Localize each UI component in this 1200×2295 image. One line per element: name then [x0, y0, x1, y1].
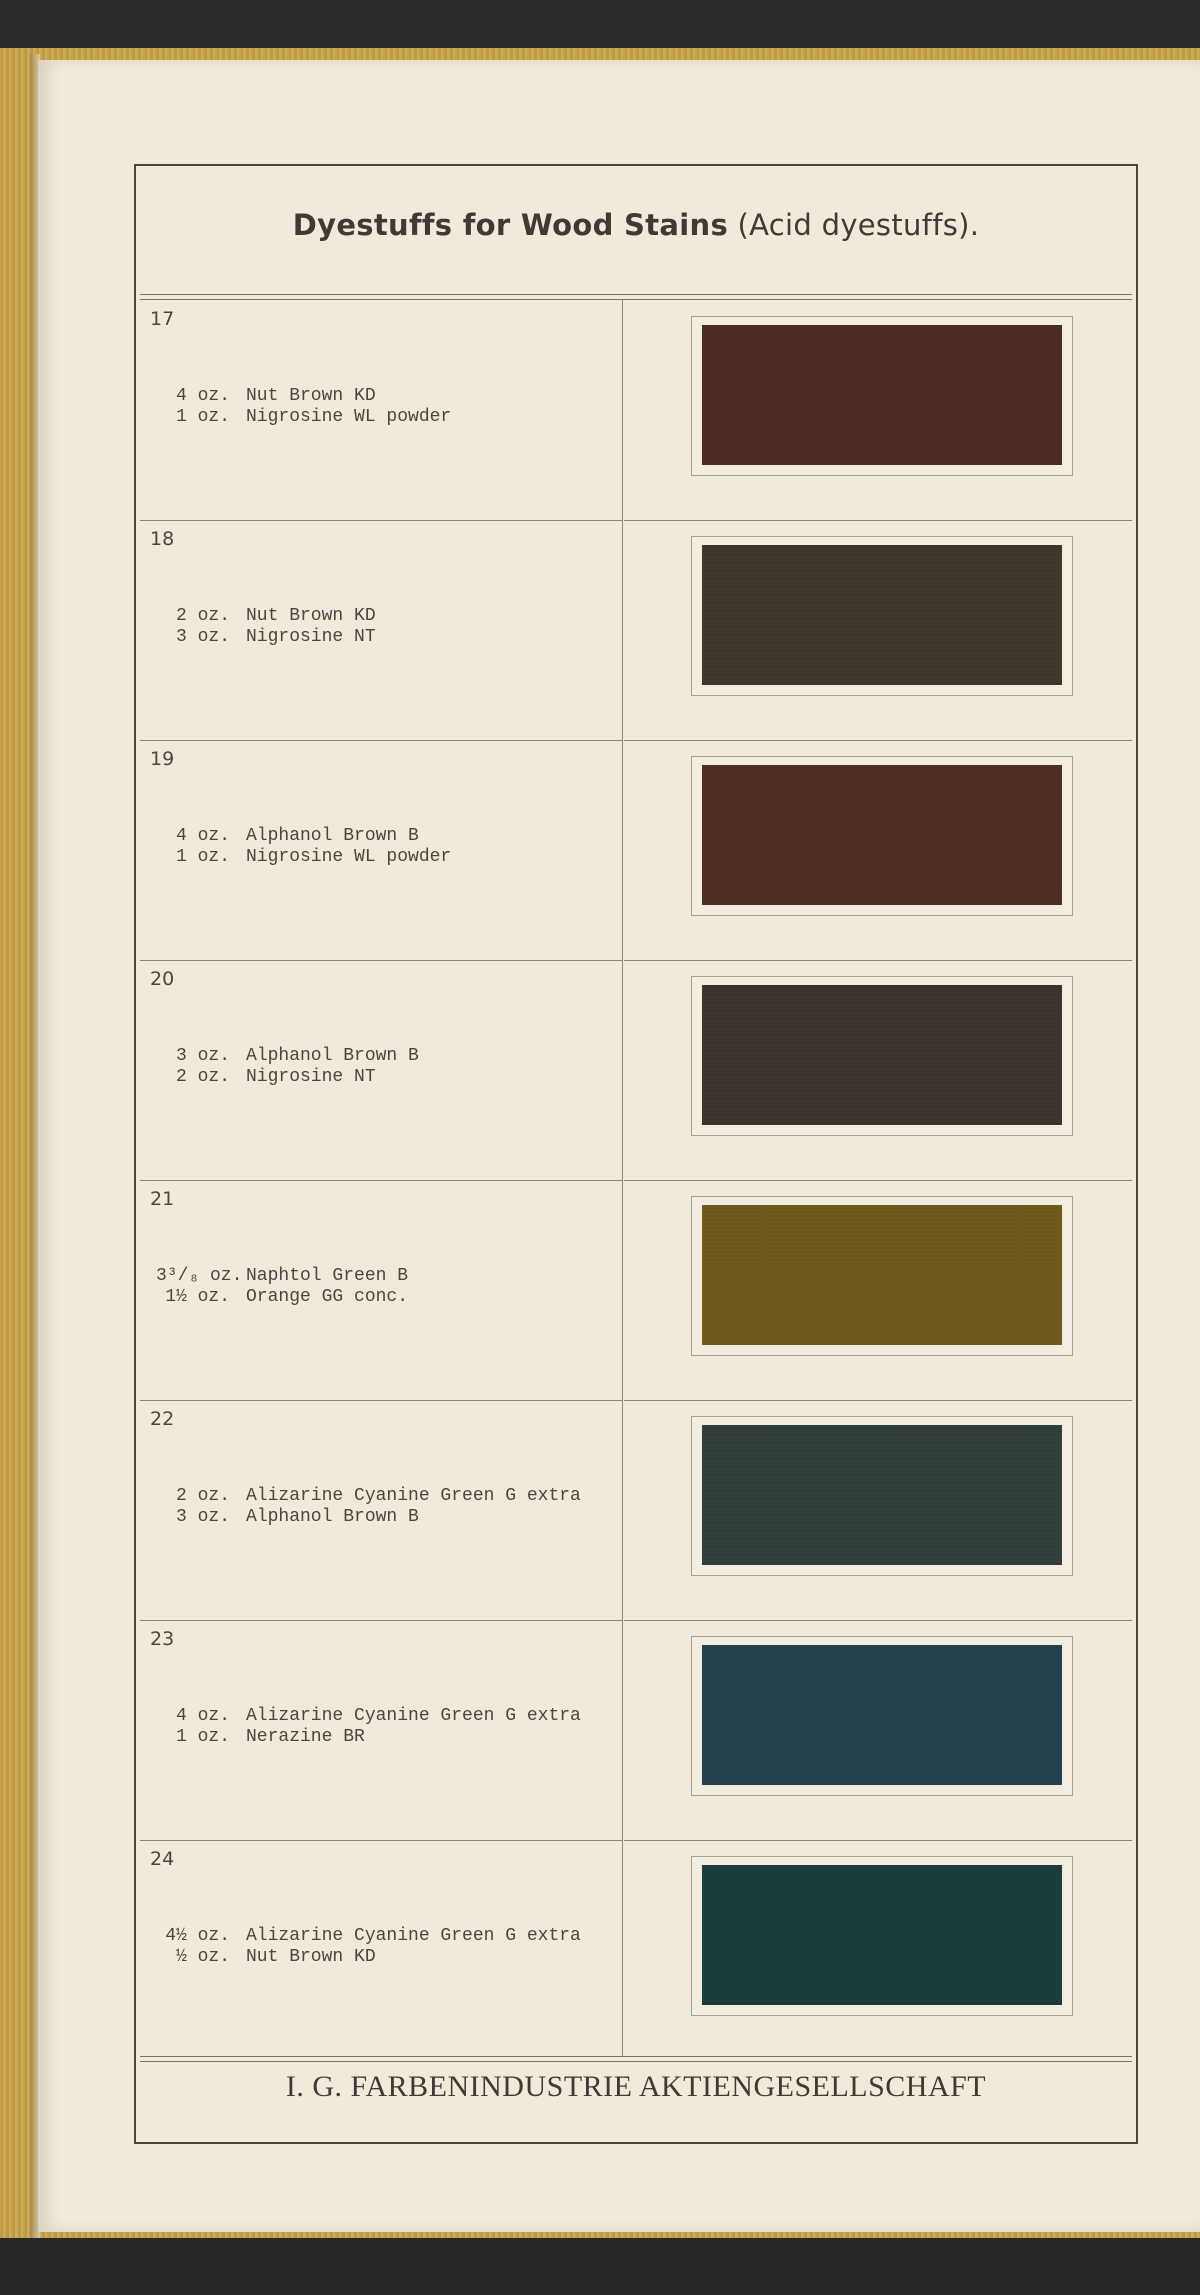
- recipe-dyestuff: Alphanol Brown B: [246, 1046, 419, 1066]
- recipe: [156, 826, 616, 868]
- recipe-line: [156, 847, 616, 868]
- footer-rule: [140, 2056, 1132, 2062]
- recipe-dyestuff: Nigrosine WL powder: [246, 407, 452, 427]
- wood-stain-swatch: [702, 325, 1062, 465]
- recipe-dyestuff: Alizarine Cyanine Green G extra: [246, 1486, 581, 1506]
- recipe-quantity: 2 oz.: [175, 606, 230, 626]
- recipe-line: [156, 407, 616, 428]
- wood-grain-texture: [702, 765, 1062, 905]
- recipe-quantity: 4½ oz.: [165, 1926, 230, 1946]
- row-divider: [624, 1840, 1132, 1841]
- swatch-row: [136, 1180, 1136, 1400]
- row-divider: [140, 740, 622, 741]
- recipe-quantity: 1 oz.: [175, 407, 230, 427]
- swatch-row: [136, 1620, 1136, 1840]
- recipe-line: [156, 1507, 616, 1528]
- recipe-line: [156, 1947, 616, 1968]
- recipe-quantity: 3 oz.: [175, 627, 230, 647]
- recipe-line: [156, 386, 616, 407]
- swatch-row: [136, 520, 1136, 740]
- swatch-mount: [691, 756, 1073, 916]
- recipe-line: [156, 1486, 616, 1507]
- row-divider: [140, 1620, 622, 1621]
- wood-grain-texture: [702, 1645, 1062, 1785]
- wood-stain-swatch: [702, 1425, 1062, 1565]
- wood-grain-texture: [702, 545, 1062, 685]
- swatch-mount: [691, 1196, 1073, 1356]
- recipe-quantity: 1 oz.: [175, 847, 230, 867]
- swatch-row: [136, 740, 1136, 960]
- background-top: [0, 0, 1200, 48]
- wood-stain-swatch: [702, 1865, 1062, 2005]
- recipe-dyestuff: Nigrosine NT: [246, 627, 376, 647]
- wood-stain-swatch: [702, 765, 1062, 905]
- recipe-line: [156, 606, 616, 627]
- wood-stain-swatch: [702, 985, 1062, 1125]
- recipe-quantity: 1½ oz.: [165, 1287, 230, 1307]
- swatch-number: 18: [150, 528, 175, 550]
- row-divider: [140, 1400, 622, 1401]
- wood-grain-texture: [702, 1205, 1062, 1345]
- background-bottom: [0, 2238, 1200, 2295]
- row-divider: [624, 1400, 1132, 1401]
- wood-grain-texture: [702, 1865, 1062, 2005]
- recipe-dyestuff: Nigrosine NT: [246, 1067, 376, 1087]
- row-divider: [140, 520, 622, 521]
- recipe: [156, 1486, 616, 1528]
- recipe-quantity: 3 oz.: [175, 1507, 230, 1527]
- swatch-number: 23: [150, 1628, 175, 1650]
- swatch-number: 19: [150, 748, 175, 770]
- recipe: [156, 1706, 616, 1748]
- recipe-line: [156, 627, 616, 648]
- recipe-dyestuff: Alizarine Cyanine Green G extra: [246, 1706, 581, 1726]
- swatch-number: 24: [150, 1848, 175, 1870]
- recipe: [156, 386, 616, 428]
- recipe-quantity: ½ oz.: [175, 1947, 230, 1967]
- swatch-number: 20: [150, 968, 175, 990]
- swatch-row: [136, 1400, 1136, 1620]
- recipe-dyestuff: Alizarine Cyanine Green G extra: [246, 1926, 581, 1946]
- swatch-number: 17: [150, 308, 175, 330]
- title-sub: (Acid dyestuffs).: [737, 208, 980, 242]
- recipe-quantity: 3 oz.: [175, 1046, 230, 1066]
- swatch-number: 22: [150, 1408, 175, 1430]
- recipe-line: [156, 1046, 616, 1067]
- wood-grain-texture: [702, 1425, 1062, 1565]
- swatch-mount: [691, 1856, 1073, 2016]
- wood-grain-texture: [702, 985, 1062, 1125]
- recipe-line: [156, 1067, 616, 1088]
- row-divider: [140, 1840, 622, 1841]
- recipe: [156, 1266, 616, 1308]
- recipe-line: [156, 1266, 616, 1287]
- row-divider: [624, 1180, 1132, 1181]
- row-divider: [624, 740, 1132, 741]
- recipe-dyestuff: Nut Brown KD: [246, 386, 376, 406]
- row-divider: [624, 1620, 1132, 1621]
- recipe-quantity: 4 oz.: [175, 826, 230, 846]
- recipe-line: [156, 1287, 616, 1308]
- swatch-mount: [691, 316, 1073, 476]
- row-divider: [140, 960, 622, 961]
- recipe-line: [156, 1926, 616, 1947]
- recipe-dyestuff: Alphanol Brown B: [246, 826, 419, 846]
- recipe-quantity: 1 oz.: [175, 1727, 230, 1747]
- swatch-row: [136, 300, 1136, 520]
- recipe-quantity: 3³/₈ oz.: [156, 1266, 243, 1286]
- swatch-row: [136, 1840, 1136, 2060]
- recipe-quantity: 2 oz.: [175, 1486, 230, 1506]
- recipe-quantity: 2 oz.: [175, 1067, 230, 1087]
- title-main: Dyestuffs for Wood Stains: [292, 208, 729, 242]
- recipe: [156, 1046, 616, 1088]
- swatch-row: [136, 960, 1136, 1180]
- row-divider: [140, 1180, 622, 1181]
- recipe: [156, 606, 616, 648]
- row-divider: [624, 520, 1132, 521]
- page-title: [136, 208, 1136, 242]
- wood-stain-swatch: [702, 545, 1062, 685]
- recipe-dyestuff: Nerazine BR: [246, 1727, 365, 1747]
- wood-stain-swatch: [702, 1645, 1062, 1785]
- wood-stain-swatch: [702, 1205, 1062, 1345]
- publisher-footer: I. G. FARBENINDUSTRIE AKTIENGESELLSCHAFT: [285, 2070, 987, 2103]
- swatch-mount: [691, 536, 1073, 696]
- recipe-dyestuff: Naphtol Green B: [246, 1266, 409, 1286]
- wood-grain-texture: [702, 325, 1062, 465]
- recipe-line: [156, 1727, 616, 1748]
- recipe-line: [156, 1706, 616, 1727]
- swatch-number: 21: [150, 1188, 175, 1210]
- row-divider: [624, 960, 1132, 961]
- recipe-line: [156, 826, 616, 847]
- recipe-dyestuff: Orange GG conc.: [246, 1287, 409, 1307]
- sample-card-frame: [134, 164, 1138, 2144]
- recipe-dyestuff: Nut Brown KD: [246, 606, 376, 626]
- swatch-mount: [691, 976, 1073, 1136]
- recipe-dyestuff: Nut Brown KD: [246, 1947, 376, 1967]
- swatch-mount: [691, 1636, 1073, 1796]
- recipe-quantity: 4 oz.: [175, 1706, 230, 1726]
- swatch-mount: [691, 1416, 1073, 1576]
- recipe-dyestuff: Nigrosine WL powder: [246, 847, 452, 867]
- recipe-quantity: 4 oz.: [175, 386, 230, 406]
- recipe-dyestuff: Alphanol Brown B: [246, 1507, 419, 1527]
- recipe: [156, 1926, 616, 1968]
